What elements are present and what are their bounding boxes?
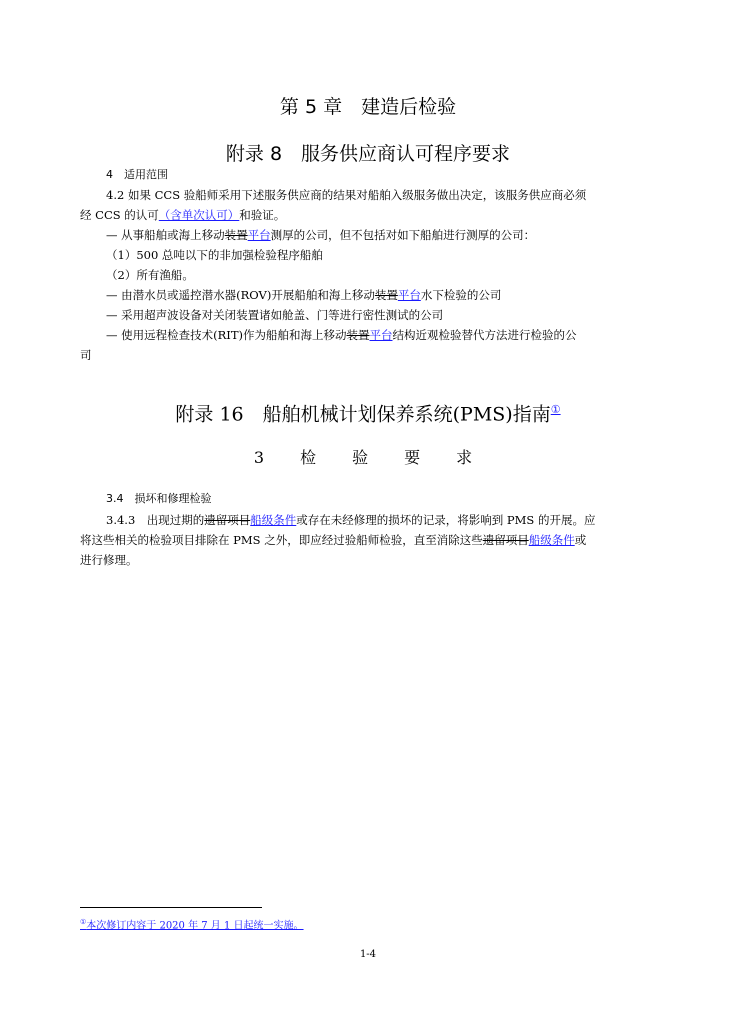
list-item-remote-inspection-continued: 司 <box>80 348 92 362</box>
paragraph-4-2-line-2 <box>80 205 660 225</box>
section-4-heading: 4 适用范围 <box>106 168 168 181</box>
sub-item-1: （1）500 总吨以下的非加强检验程序船舶 <box>106 248 323 262</box>
text: 经 CCS 的认可 <box>80 208 159 222</box>
appendix-16-title <box>0 396 736 428</box>
text: 或 <box>574 533 587 547</box>
footnote-mark: ① <box>80 918 87 926</box>
list-item-remote-inspection <box>80 325 660 345</box>
footnote-text: 本次修订内容于 2020 年 7 月 1 日起统一实施。 <box>86 920 304 932</box>
text: 将这些相关的检验项目排除在 PMS 之外，即应经过验船师检验，直至消除这些 <box>80 533 483 547</box>
text: 水下检验的公司 <box>420 288 502 302</box>
footnote-separator <box>80 907 262 908</box>
deleted-text: 遗留项目 <box>204 513 251 527</box>
inserted-text: 平台 <box>397 288 421 302</box>
deleted-text: 装置 <box>346 328 370 342</box>
list-item-underwater-inspection <box>80 285 660 305</box>
paragraph-3-4-3-line-1 <box>80 510 660 530</box>
appendix-8-title: 附录 8 服务供应商认可程序要求 <box>225 143 511 165</box>
paragraph-4-2-line-1: 4.2 如果 CCS 验船师采用下述服务供应商的结果对船舶入级服务做出决定，该服务供应商必须 <box>106 188 587 202</box>
list-item-ultrasonic-testing: — 采用超声波设备对关闭装置诸如舱盖、门等进行密性测试的公司 <box>106 308 444 322</box>
chapter-title: 第 5 章 建造后检验 <box>279 96 457 118</box>
section-3-heading: 3 检 验 要 求 <box>253 448 483 467</box>
inserted-text: 平台 <box>369 328 393 342</box>
text: 3.4.3 出现过期的 <box>106 513 205 527</box>
appendix-8-body <box>80 185 660 365</box>
footnote-reference[interactable]: ① <box>550 403 561 416</box>
text: 测厚的公司，但不包括对如下船舶进行测厚的公司： <box>270 228 536 242</box>
text: — 从事船舶或海上移动 <box>106 228 225 242</box>
section-3-4-heading: 3.4 损坏和修理检验 <box>106 492 212 505</box>
footnote <box>80 915 304 933</box>
page-number: 1-4 <box>359 949 377 960</box>
text: 或存在未经修理的损坏的记录，将影响到 PMS 的开展。应 <box>296 513 596 527</box>
list-item-thickness-measurement <box>80 225 660 245</box>
deleted-text: 装置 <box>224 228 248 242</box>
paragraph-3-4-3-line-3: 进行修理。 <box>80 553 138 567</box>
paragraph-3-4-3-line-2 <box>80 530 660 550</box>
sub-item-2: （2）所有渔船。 <box>106 268 194 282</box>
appendix-16-body <box>80 510 660 570</box>
text: 和验证。 <box>239 208 286 222</box>
inserted-text: 平台 <box>247 228 271 242</box>
text: — 由潜水员或遥控潜水器(ROV)开展船舶和海上移动 <box>106 288 375 302</box>
inserted-text: （含单次认可） <box>158 208 240 222</box>
text: — 使用远程检查技术(RIT)作为船舶和海上移动 <box>106 328 347 342</box>
inserted-text: 船级条件 <box>250 513 297 527</box>
inserted-text: 船级条件 <box>528 533 575 547</box>
deleted-text: 遗留项目 <box>482 533 529 547</box>
text: 结构近观检验替代方法进行检验的公 <box>392 328 577 342</box>
deleted-text: 装置 <box>374 288 398 302</box>
title-text: 附录 16 船舶机械计划保养系统(PMS)指南 <box>175 403 551 426</box>
